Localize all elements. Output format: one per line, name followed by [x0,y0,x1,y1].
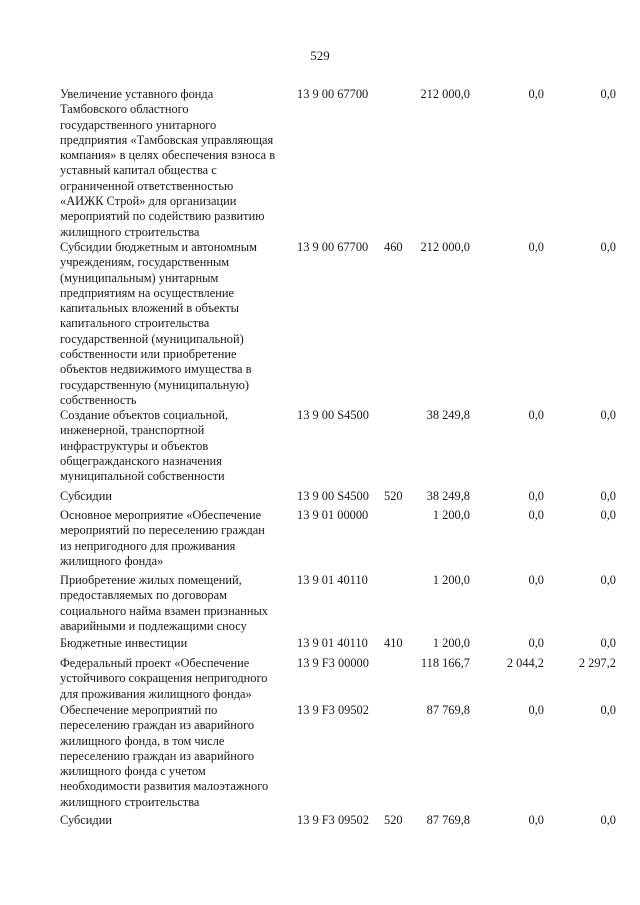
row-amount-year-2: 0,0 [528,573,544,587]
row-description: Увеличение уставного фонда Тамбовского областного государственного унитарного предприятия «Тамбовская управляющая компания» в целях обеспечения взноса в уставный капитал общества с ограниченной ответственностью «АИЖК Строй» для организации мероприятий по содействию развитию жилищного строительства [60,87,276,239]
row-expense-type: 460 [384,240,403,254]
row-amount-year-2: 0,0 [528,489,544,503]
row-target-code: 13 9 00 67700 [297,87,369,101]
row-amount-year-2: 0,0 [528,87,544,101]
row-amount-year-1: 1 200,0 [432,636,470,650]
row-amount-year-3: 2 297,2 [578,656,616,670]
row-amount-year-3: 0,0 [600,703,616,717]
row-amount-year-1: 1 200,0 [432,573,470,587]
row-amount-year-3: 0,0 [600,240,616,254]
row-amount-year-1: 38 249,8 [426,489,470,503]
row-target-code: 13 9 F3 09502 [297,813,369,827]
row-description: Приобретение жилых помещений, предоставляемых по договорам социального найма взамен признанных аварийными и подлежащими сносу [60,573,268,633]
row-amount-year-2: 2 044,2 [506,656,544,670]
row-description: Субсидии [60,813,112,827]
row-expense-type: 520 [384,489,403,503]
row-description: Обеспечение мероприятий по переселению граждан из аварийного жилищного фонда, в том числе переселению граждан из аварийного жилищного фонда с учетом необходимости развития малоэтажного жилищного строительства [60,703,269,809]
row-description: Бюджетные инвестиции [60,636,188,650]
row-description: Создание объектов социальной, инженерной, транспортной инфраструктуры и объектов общегражданского назначения муниципальной собственности [60,408,229,484]
row-target-code: 13 9 01 40110 [297,636,368,650]
row-target-code: 13 9 01 00000 [297,508,369,522]
row-amount-year-2: 0,0 [528,240,544,254]
row-amount-year-1: 87 769,8 [426,813,470,827]
row-amount-year-3: 0,0 [600,813,616,827]
row-description: Субсидии [60,489,112,503]
row-expense-type: 410 [384,636,403,650]
row-amount-year-3: 0,0 [600,508,616,522]
row-amount-year-1: 212 000,0 [420,87,470,101]
row-target-code: 13 9 F3 00000 [297,656,369,670]
row-target-code: 13 9 00 S4500 [297,489,369,503]
row-amount-year-3: 0,0 [600,573,616,587]
row-amount-year-2: 0,0 [528,408,544,422]
row-amount-year-2: 0,0 [528,813,544,827]
row-amount-year-1: 38 249,8 [426,408,470,422]
page-number: 529 [310,48,330,63]
row-description: Основное мероприятие «Обеспечение мероприятий по переселению граждан из непригодного для проживания жилищного фонда» [60,508,265,568]
row-amount-year-1: 118 166,7 [420,656,470,670]
row-amount-year-3: 0,0 [600,87,616,101]
row-target-code: 13 9 00 67700 [297,240,369,254]
row-target-code: 13 9 F3 09502 [297,703,369,717]
row-target-code: 13 9 00 S4500 [297,408,369,422]
row-amount-year-1: 212 000,0 [420,240,470,254]
row-amount-year-2: 0,0 [528,703,544,717]
row-description: Федеральный проект «Обеспечение устойчивого сокращения непригодного для проживания жилищного фонда» [60,656,268,701]
row-expense-type: 520 [384,813,403,827]
row-amount-year-3: 0,0 [600,489,616,503]
row-target-code: 13 9 01 40110 [297,573,368,587]
row-amount-year-2: 0,0 [528,636,544,650]
row-amount-year-2: 0,0 [528,508,544,522]
row-description: Субсидии бюджетным и автономным учреждениям, государственным (муниципальным) унитарным предприятиям на осуществление капитальных вложений в объекты капитального строительства государственной (муниципальной) собственности или приобретение объектов недвижимого имущества в государственную (муниципальную) собственность [60,240,257,407]
row-amount-year-3: 0,0 [600,636,616,650]
row-amount-year-1: 87 769,8 [426,703,470,717]
row-amount-year-1: 1 200,0 [432,508,470,522]
row-amount-year-3: 0,0 [600,408,616,422]
